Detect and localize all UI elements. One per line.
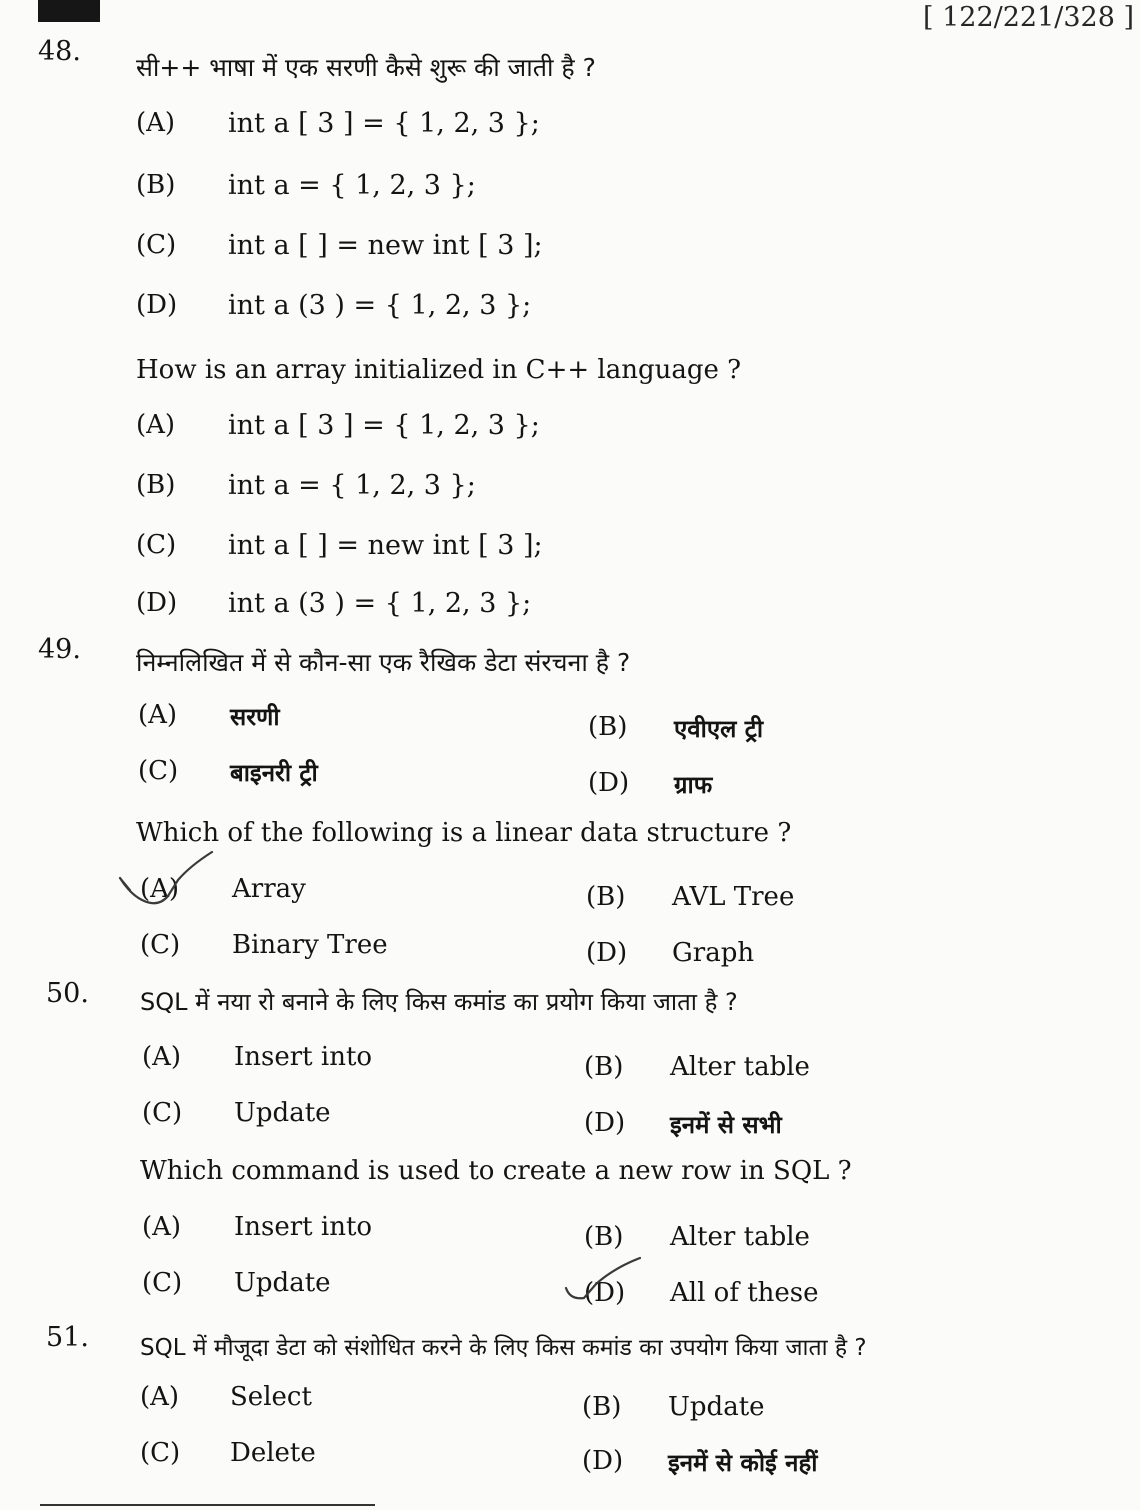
question-stem-english: Which command is used to create a new row in SQL ?: [140, 1156, 852, 1186]
option-text: int a [ 3 ] = { 1, 2, 3 };: [228, 410, 540, 441]
option-label: (B): [136, 470, 176, 500]
option-label: (C): [138, 756, 179, 786]
option-label: (A): [138, 700, 178, 730]
option-label: (A): [142, 1042, 182, 1072]
option-text: AVL Tree: [672, 882, 795, 912]
option-text: int a [ 3 ] = { 1, 2, 3 };: [228, 108, 540, 139]
option-text: int a (3 ) = { 1, 2, 3 };: [228, 290, 532, 321]
question-stem-hindi: SQL में नया रो बनाने के लिए किस कमांड का प्रयोग किया जाता है ?: [140, 988, 738, 1016]
tick-mark-icon: [560, 1254, 650, 1310]
question-number: 49.: [38, 634, 81, 665]
option-text: Alter table: [670, 1222, 810, 1252]
question-stem-hindi: सी++ भाषा में एक सरणी कैसे शुरू की जाती है ?: [136, 53, 596, 82]
option-text: Insert into: [234, 1042, 373, 1072]
option-label: (D): [586, 938, 628, 968]
option-label: (B): [136, 170, 176, 200]
page-corner-tab: [38, 0, 100, 22]
option-text: int a [ ] = new int [ 3 ];: [228, 530, 543, 561]
option-text: इनमें से सभी: [670, 1111, 782, 1139]
option-label: (A): [140, 1382, 180, 1412]
question-stem-english: How is an array initialized in C++ language ?: [136, 355, 742, 385]
option-text: int a = { 1, 2, 3 };: [228, 170, 476, 201]
page-code: [ 122/221/328 ]: [922, 2, 1134, 33]
option-label: (D): [584, 1278, 626, 1308]
option-label: (C): [140, 1438, 181, 1468]
option-text: int a [ ] = new int [ 3 ];: [228, 230, 543, 261]
question-number: 51.: [46, 1322, 89, 1353]
option-text: All of these: [670, 1278, 819, 1308]
option-label: (B): [584, 1222, 624, 1252]
question-stem-english: Which of the following is a linear data structure ?: [136, 818, 792, 848]
option-text: Update: [234, 1098, 331, 1128]
option-label: (A): [142, 1212, 182, 1242]
option-label: (C): [136, 530, 177, 560]
tick-mark-icon: [112, 848, 222, 910]
option-text: इनमें से कोई नहीं: [668, 1449, 818, 1477]
option-label: (D): [136, 588, 178, 618]
option-text: Insert into: [234, 1212, 373, 1242]
option-label: (D): [588, 768, 630, 798]
question-number: 50.: [46, 978, 89, 1009]
question-stem-hindi: SQL में मौजूदा डेटा को संशोधित करने के लिए किस कमांड का उपयोग किया जाता है ?: [140, 1335, 867, 1361]
option-text: ग्राफ: [674, 771, 713, 799]
option-label: (B): [582, 1392, 622, 1422]
option-label: (C): [136, 230, 177, 260]
option-label: (C): [142, 1268, 183, 1298]
option-label: (A): [136, 108, 176, 138]
footer-rule: [40, 1504, 375, 1506]
option-text: Update: [234, 1268, 331, 1298]
option-label: (A): [140, 874, 180, 904]
option-text: सरणी: [230, 703, 280, 731]
option-text: एवीएल ट्री: [674, 715, 764, 743]
question-number: 48.: [38, 36, 81, 67]
option-label: (B): [584, 1052, 624, 1082]
question-stem-hindi: निम्नलिखित में से कौन-सा एक रैखिक डेटा संरचना है ?: [136, 648, 631, 677]
option-text: Delete: [230, 1438, 316, 1468]
option-text: Graph: [672, 938, 755, 968]
option-text: int a = { 1, 2, 3 };: [228, 470, 476, 501]
option-text: Array: [232, 874, 306, 904]
option-text: Select: [230, 1382, 312, 1412]
option-text: Binary Tree: [232, 930, 388, 960]
option-label: (D): [136, 290, 178, 320]
option-text: Update: [668, 1392, 765, 1422]
option-text: int a (3 ) = { 1, 2, 3 };: [228, 588, 532, 619]
option-label: (D): [584, 1108, 626, 1138]
option-label: (C): [142, 1098, 183, 1128]
option-label: (C): [140, 930, 181, 960]
option-label: (B): [588, 712, 628, 742]
option-text: Alter table: [670, 1052, 810, 1082]
option-label: (B): [586, 882, 626, 912]
option-label: (D): [582, 1446, 624, 1476]
option-label: (A): [136, 410, 176, 440]
option-text: बाइनरी ट्री: [230, 759, 318, 787]
